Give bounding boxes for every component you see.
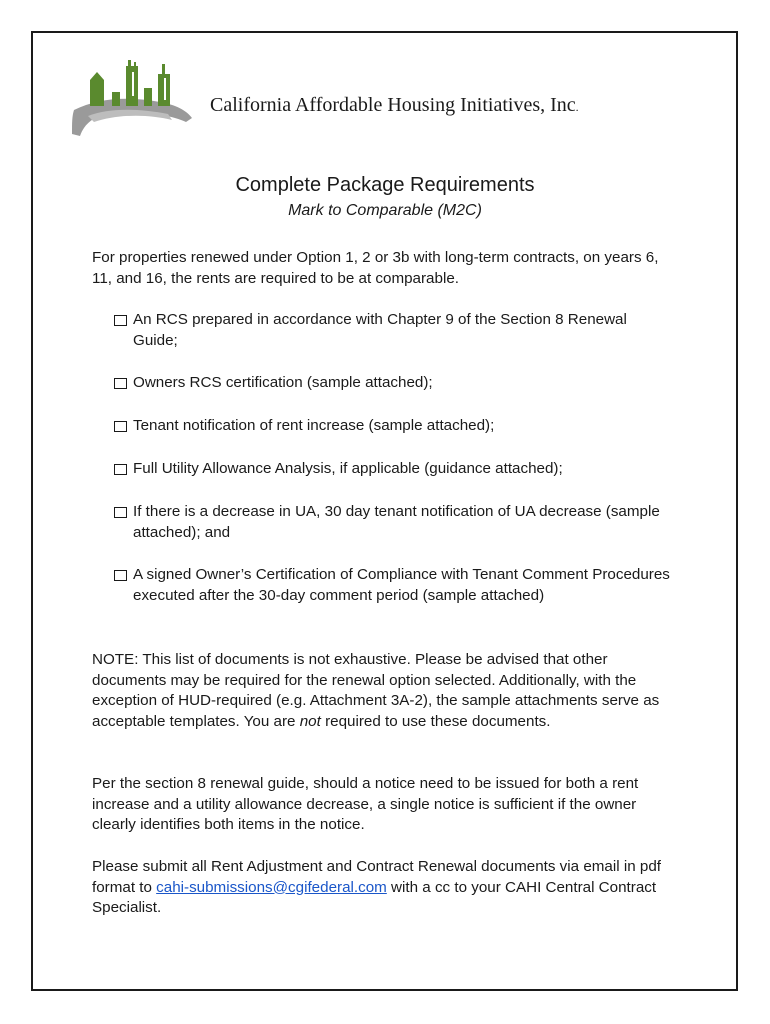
intro-paragraph: For properties renewed under Option 1, 2 or 3b with long-term contracts, on years 6, 11, and 16, the rents are required to be at comparable. [92, 249, 659, 287]
combined-notice-paragraph: Per the section 8 renewal guide, should a notice need to be issued for both a rent increase and a utility allowance decrease, a single notice is sufficient if the owner clearly identifies both items in the notice. [92, 775, 639, 833]
checklist-item [114, 310, 674, 351]
checkbox[interactable] [114, 378, 127, 389]
checklist-item-label: A signed Owner’s Certification of Compliance with Tenant Comment Procedures executed after the 30-day comment period (sample attached) [133, 566, 670, 604]
org-name-suffix: . [575, 100, 579, 114]
checkbox[interactable] [114, 464, 127, 475]
cahi-logo-icon [68, 52, 198, 144]
checklist-item [114, 373, 674, 394]
page-title: Complete Package Requirements [235, 174, 535, 196]
checklist-item-label: If there is a decrease in UA, 30 day tenant notification of UA decrease (sample attached); and [133, 503, 660, 541]
checklist-item [114, 502, 674, 543]
requirements-checklist [114, 310, 674, 628]
submission-email-link[interactable]: cahi-submissions@cgifederal.com [156, 878, 387, 896]
checklist-item-label: An RCS prepared in accordance with Chapter 9 of the Section 8 Renewal Guide; [133, 311, 627, 349]
submission-text: Please submit all Rent Adjustment and Contract Renewal documents via email in pdf format to [92, 858, 661, 896]
note-text-end: required to use these documents. [320, 712, 551, 730]
note-paragraph [92, 650, 672, 732]
note-emphasis: not [299, 712, 321, 730]
checklist-item-label: Owners RCS certification (sample attached); [133, 374, 433, 391]
org-name [210, 94, 579, 117]
checklist-item [114, 416, 674, 437]
checklist-item-label: Full Utility Allowance Analysis, if applicable (guidance attached); [133, 460, 563, 477]
submission-text-end: with a cc to your CAHI Central Contract Specialist. [92, 878, 657, 916]
checkbox[interactable] [114, 507, 127, 518]
checkbox[interactable] [114, 315, 127, 326]
checklist-item [114, 565, 674, 606]
org-name-text: California Affordable Housing Initiatives, Inc [210, 94, 576, 116]
submission-paragraph [92, 857, 672, 919]
note-text: NOTE: This list of documents is not exhaustive. Please be advised that other documents may be required for the renewal option selected. Additionally, with the exception of HUD-required (e.g. Attachment 3A-2), the sample attachments serve as acceptable templates. You are [92, 651, 660, 730]
page-subtitle: Mark to Comparable (M2C) [288, 202, 482, 219]
checklist-item-label: Tenant notification of rent increase (sample attached); [133, 417, 495, 434]
checklist-item [114, 459, 674, 480]
checkbox[interactable] [114, 570, 127, 581]
checkbox[interactable] [114, 421, 127, 432]
